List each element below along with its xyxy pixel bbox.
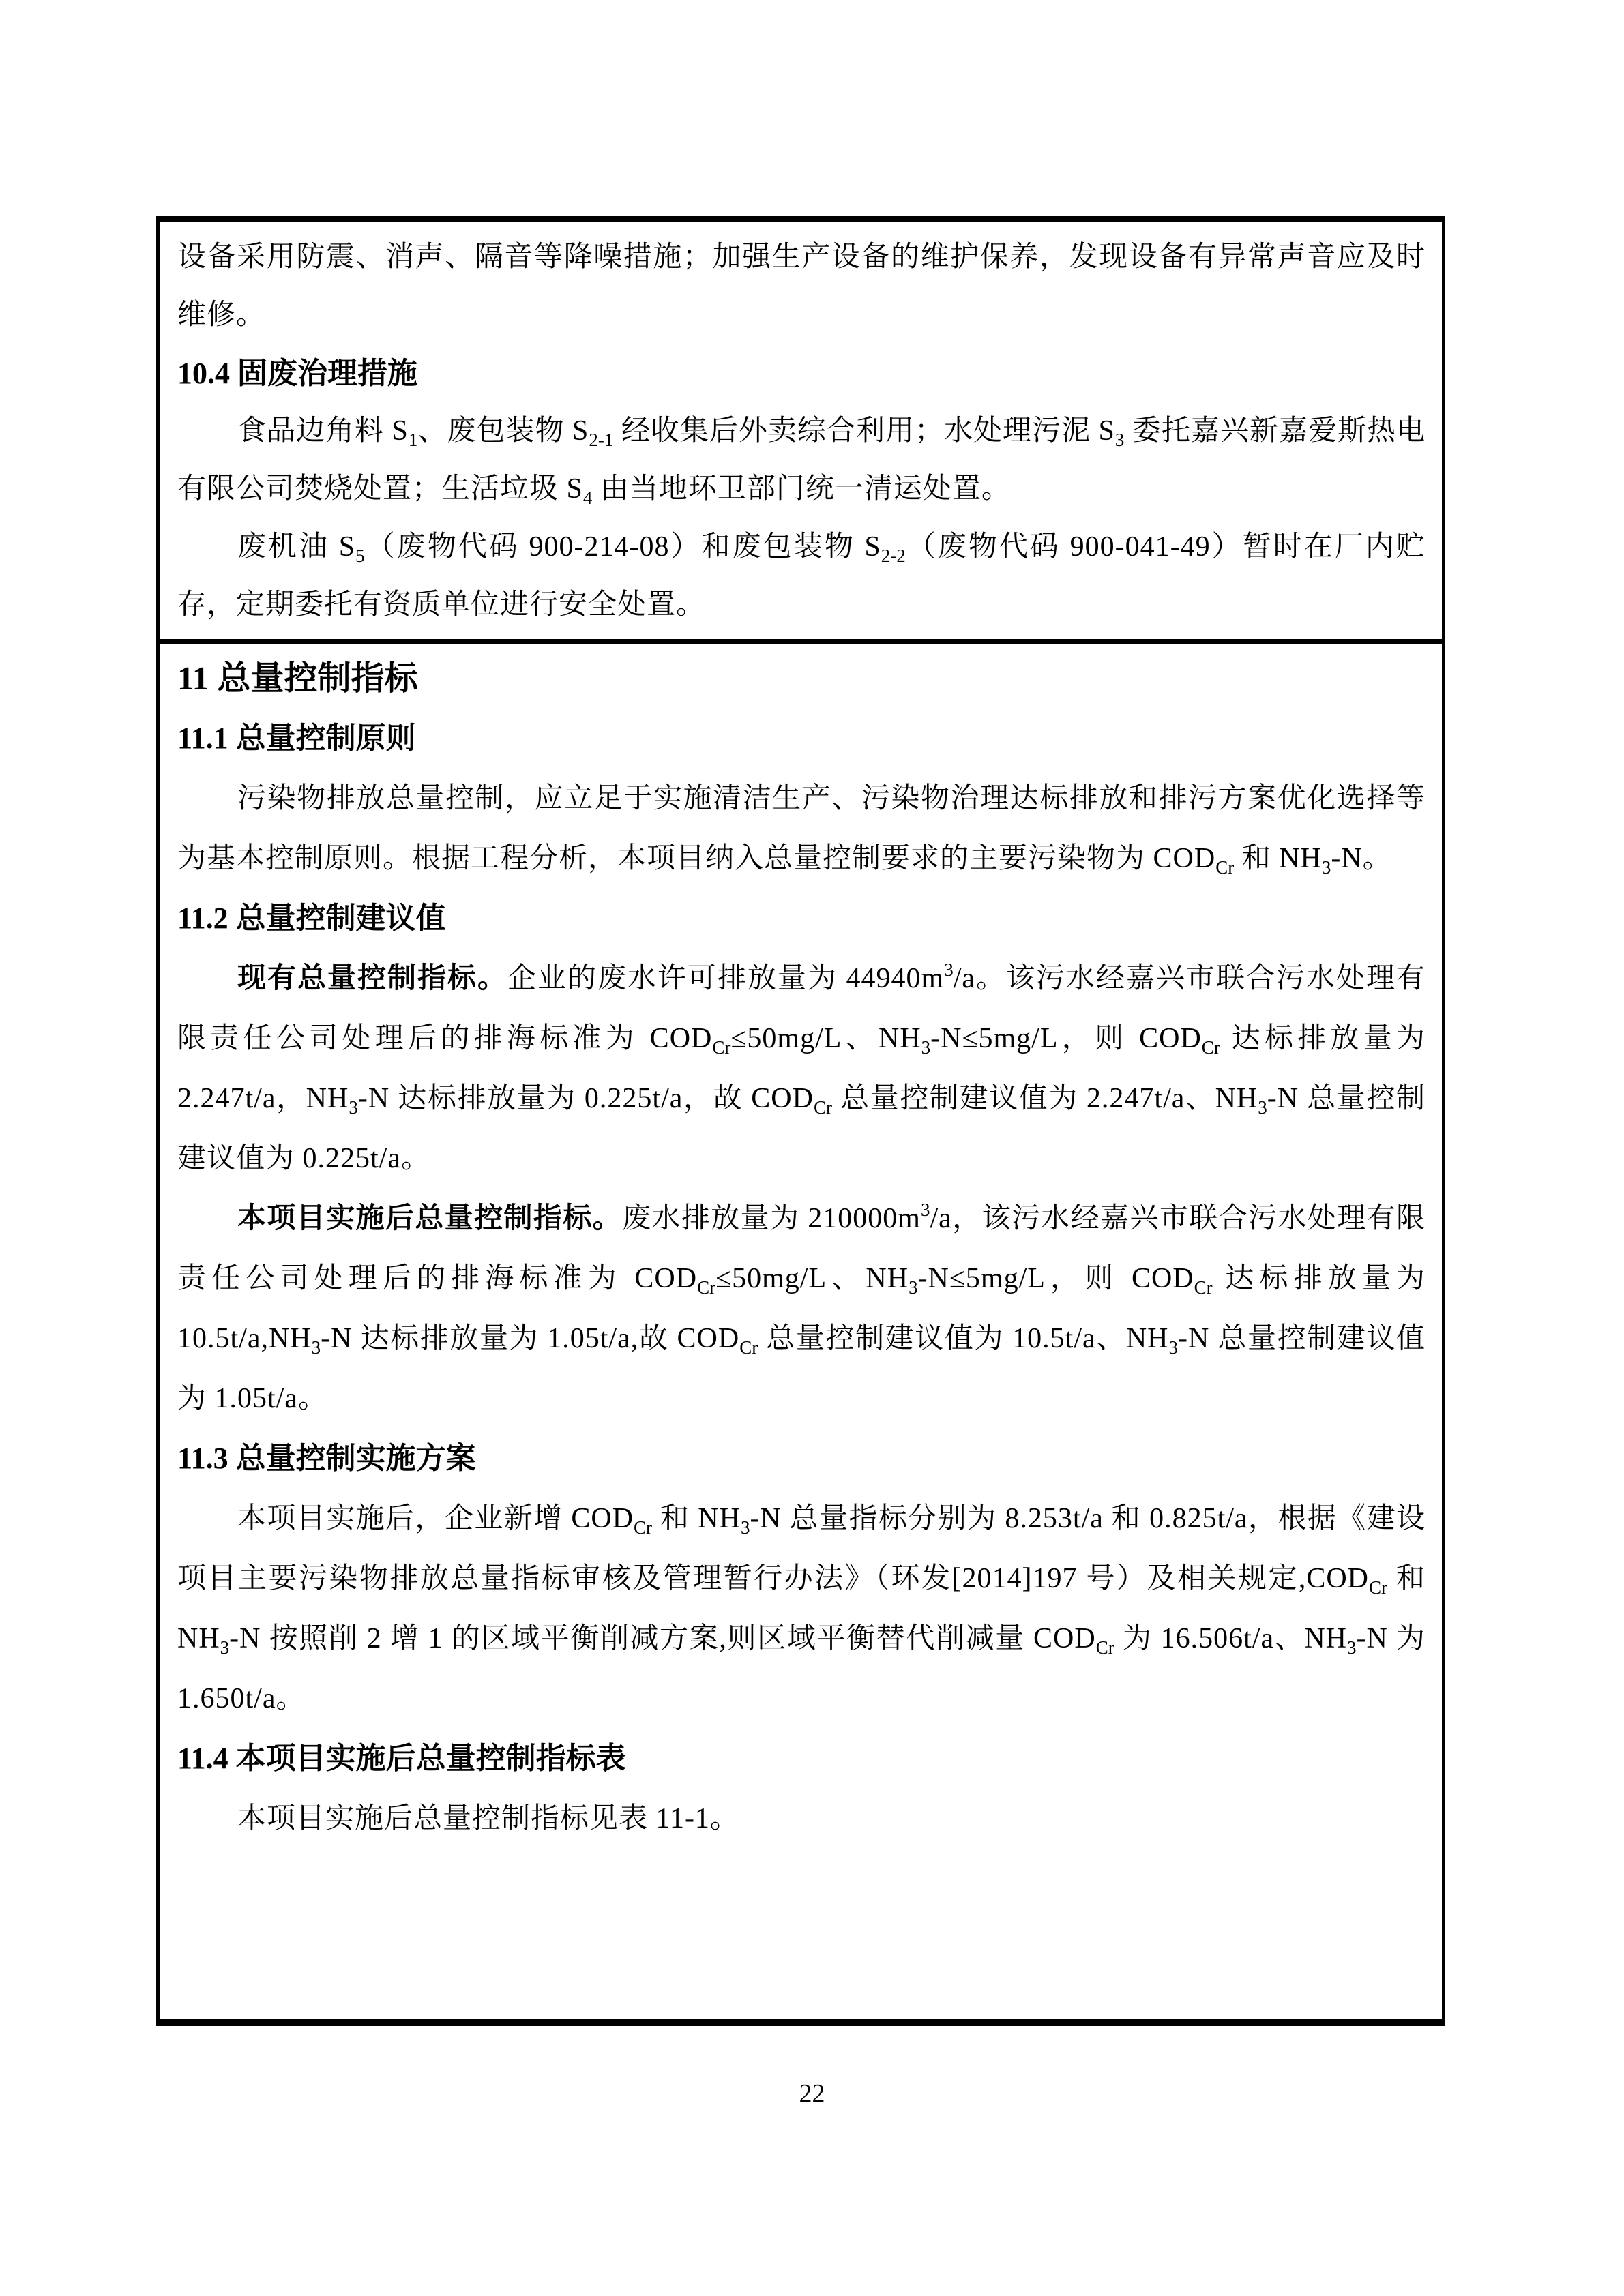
paragraph-solid-waste-recycling: 食品边角料 $S_1$、废包装物 $S_{2-1}$ 经收集后外卖综合利用；水处理污泥 $S_3$ 委托嘉兴新嘉爱斯热电有限公司焚烧处置；生活垃圾 $S_4$ 由当地环卫部门统一清运处置。 [177, 415, 1426, 508]
paragraph-hazardous-waste-storage: 废机油 $S_5$（废物代码 900-214-08）和废包装物 $S_{2-2}$（废物代码 900-041-49）暂时在厂内贮存，定期委托有资质单位进行安全处置。 [177, 531, 1426, 621]
heading-11-3-implementation-plan: 11.3 总量控制实施方案 [177, 1442, 476, 1475]
content-border-box [156, 216, 1445, 2026]
heading-11-2-suggested-values: 11.2 总量控制建议值 [177, 901, 446, 935]
paragraph-noise-measures: 设备采用防震、消声、隔音等降噪措施；加强生产设备的维护保养，发现设备有异常声音应及时维修。 [177, 241, 1426, 331]
page-number: 22 [799, 2079, 825, 2108]
section-11-total-amount-control [160, 644, 1442, 1849]
section-10-noise-and-solid-waste [160, 222, 1442, 644]
heading-11-4-indicator-table: 11.4 本项目实施后总量控制指标表 [177, 1742, 626, 1775]
paragraph-11-2-existing-indicator: 现有总量控制指标。企业的废水许可排放量为 $44940m^3/a$。该污水经嘉兴市联合污水处理有限责任公司处理后的排海标准为 $COD_{Cr}\le 50mg/L$、$NH_3-N\le 5mg/L$，则 $COD_{Cr}$ 达标排放量为 2.247t/a，$NH_3-N$ 达标排放量为 0.225t/a，故 $COD_{Cr}$ 总量控制建议值为 2.247t/a、$NH_3-N$ 总量控制建议值为 0.225t/a。 [177, 959, 1426, 1174]
paragraph-11-4-see-table: 本项目实施后总量控制指标见表 11-1。 [237, 1803, 739, 1834]
paragraph-11-2-post-project-indicator: 本项目实施后总量控制指标。废水排放量为 $210000m^3/a$，该污水经嘉兴市联合污水处理有限责任公司处理后的排海标准为 $COD_{Cr}\le 50mg/L$、$NH_3-N\le 5mg/L$，则 $COD_{Cr}$ 达标排放量为 $10.5t/a,NH_3-N$ 达标排放量为 1.05t/a,故 $COD_{Cr}$ 总量控制建议值为 10.5t/a、$NH_3-N$ 总量控制建议值为 1.05t/a。 [177, 1199, 1426, 1414]
paragraph-11-1-principle: 污染物排放总量控制，应立足于实施清洁生产、污染物治理达标排放和排污方案优化选择等为基本控制原则。根据工程分析，本项目纳入总量控制要求的主要污染物为 $COD_{Cr}$ 和 $NH_3-N$。 [177, 783, 1426, 878]
paragraph-11-3-implementation: 本项目实施后，企业新增 $COD_{Cr}$ 和 $NH_3-N$ 总量指标分别为 8.253t/a 和 0.825t/a，根据《建设项目主要污染物排放总量指标审核及管理暂行办法》（环发[2014]197 号）及相关规定$,COD_{Cr}$ 和 $NH_3-N$ 按照削 2 增 1 的区域平衡削减方案,则区域平衡替代削减量 $COD_{Cr}$ 为 16.506t/a、$NH_3-N$ 为 1.650t/a。 [177, 1503, 1426, 1714]
heading-11-total-control: 11 总量控制指标 [177, 659, 418, 697]
heading-11-1-principle: 11.1 总量控制原则 [177, 721, 416, 755]
heading-10-4-solid-waste: 10.4 固废治理措施 [177, 357, 417, 390]
